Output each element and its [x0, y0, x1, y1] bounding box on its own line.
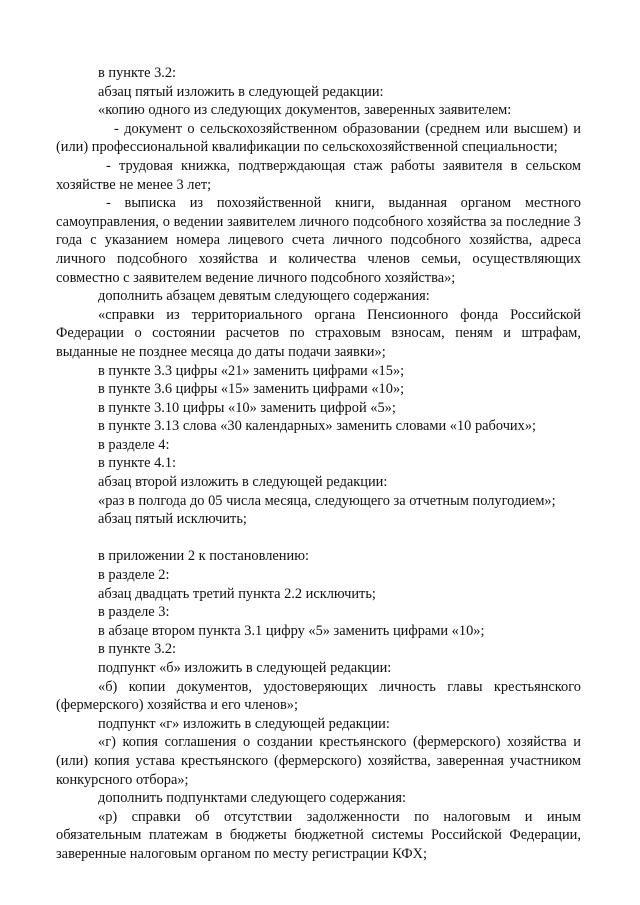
paragraph: абзац двадцать третий пункта 2.2 исключить; [98, 585, 376, 602]
paragraph: в пункте 3.3 цифры «21» заменить цифрами «15»; [98, 362, 405, 379]
paragraph: в пункте 3.10 цифры «10» заменить цифрой «5»; [98, 399, 396, 416]
paragraph: «справки из территориального органа Пенсионного фонда Российской Федерации о состоянии расчетов по страховым взносам, пеням и штрафам, выданные не позднее месяца до даты подачи заявки»; [56, 306, 581, 360]
paragraph: абзац пятый исключить; [98, 511, 247, 528]
blank-line [56, 529, 581, 548]
paragraph: «раз в полгода до 05 числа месяца, следующего за отчетным полугодием»; [98, 492, 556, 509]
paragraph: в приложении 2 к постановлению: [98, 548, 309, 565]
paragraph: абзац второй изложить в следующей редакции: [98, 474, 388, 491]
paragraph: дополнить абзацем девятым следующего содержания: [98, 288, 430, 305]
paragraph: в пункте 3.6 цифры «15» заменить цифрами «10»; [98, 381, 405, 398]
paragraph: в абзаце втором пункта 3.1 цифру «5» заменить цифрами «10»; [98, 622, 485, 639]
paragraph: в пункте 4.1: [98, 455, 177, 472]
paragraph: в разделе 2: [98, 567, 170, 584]
paragraph: «г) копия соглашения о создании крестьянского (фермерского) хозяйства и (или) копия устава крестьянского (фермерского) хозяйства, заверенная участником конкурсного отбора»; [56, 734, 581, 788]
paragraph: подпункт «г» изложить в следующей редакции: [98, 715, 390, 732]
paragraph: в разделе 3: [98, 604, 170, 621]
paragraph: в пункте 3.13 слова «30 календарных» заменить словами «10 рабочих»; [98, 418, 537, 435]
paragraph: «б) копии документов, удостоверяющих личность главы крестьянского (фермерского) хозяйства и его членов»; [56, 678, 581, 714]
paragraph: - документ о сельскохозяйственном образовании (среднем или высшем) и (или) профессиональной квалификации по сельскохозяйственной специальности; [56, 120, 581, 156]
paragraph: абзац пятый изложить в следующей редакции: [98, 83, 384, 100]
paragraph: подпункт «б» изложить в следующей редакции: [98, 660, 392, 676]
paragraph: дополнить подпунктами следующего содержания: [98, 790, 406, 807]
paragraph: в пункте 3.2: [98, 65, 177, 81]
paragraph: «копию одного из следующих документов, заверенных заявителем: [98, 102, 512, 119]
document-body [56, 64, 581, 864]
paragraph: - выписка из похозяйственной книги, выданная органом местного самоуправления, о ведении заявителем личного подсобного хозяйства за последние 3 года с указанием номера лицевого счета личного подсобного хозяйства, адреса личного подсобного хозяйства и количества членов семьи, осуществляющих совместно с заявителем ведение личного подсобного хозяйства»; [56, 195, 581, 286]
paragraph: в пункте 3.2: [98, 641, 177, 658]
paragraph: - трудовая книжка, подтверждающая стаж работы заявителя в сельском хозяйстве не менее 3 лет; [56, 157, 581, 193]
paragraph: в разделе 4: [98, 436, 170, 453]
paragraph: «р) справки об отсутствии задолженности по налоговым и иным обязательным платежам в бюджеты бюджетной системы Российской Федерации, заверенные налоговым органом по месту регистрации КФХ; [56, 808, 581, 862]
